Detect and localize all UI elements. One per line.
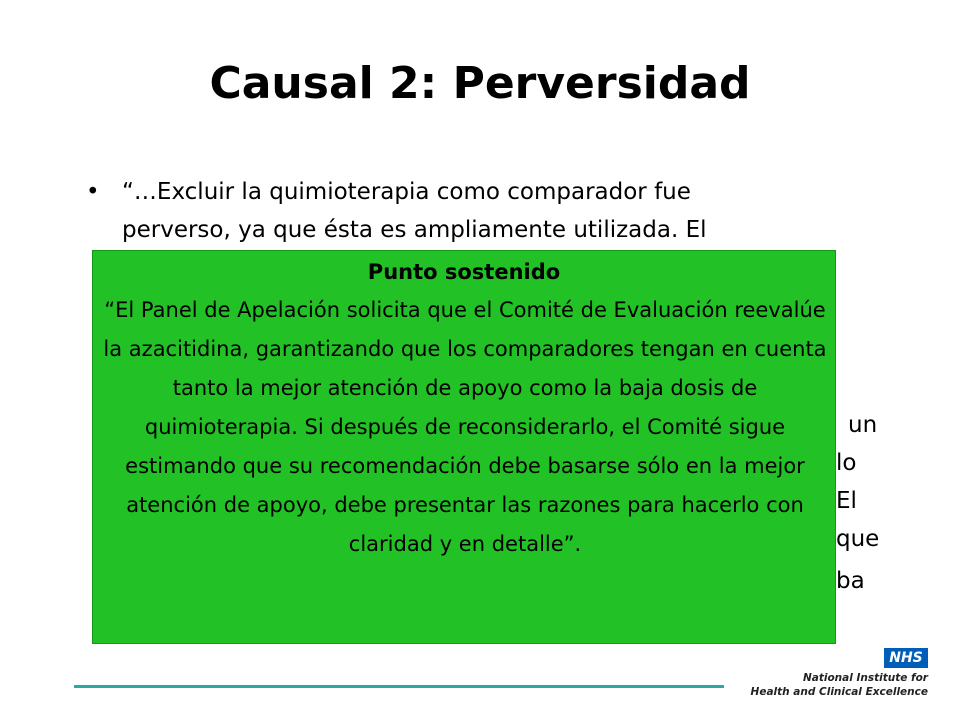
bullet-fragment: El (836, 488, 857, 514)
footer-divider (74, 685, 724, 688)
callout-box (92, 250, 836, 644)
bullet-dot: • (86, 179, 100, 205)
slide-title: Causal 2: Perversidad (209, 58, 751, 109)
callout-heading: Punto sostenido (367, 260, 561, 284)
logo-line-1: National Institute for (802, 672, 928, 684)
bullet-line-2: perverso, ya que ésta es ampliamente utilizada. El (122, 217, 707, 243)
bullet-fragment: ba (836, 568, 865, 594)
bullet-line-1: “…Excluir la quimioterapia como comparador fue (122, 179, 691, 205)
nice-logo (750, 648, 928, 708)
bullet-fragment: que (836, 526, 880, 552)
logo-line-2: Health and Clinical Excellence (750, 686, 928, 698)
bullet-text (122, 173, 912, 249)
bullet-fragment: un (848, 412, 878, 438)
callout-quote: “El Panel de Apelación solicita que el Comité de Evaluación reevalúe la azacitidina, garantizando que los comparadores tengan en cuenta tanto la mejor atención de apoyo como la baja dosis de quimioterapia. Si después de reconsiderarlo, el Comité sigue estimando que su recomendación debe basarse sólo en la mejor atención de apoyo, debe presentar las razones para hacerlo con claridad y en detalle”. (103, 298, 827, 556)
bullet-fragment: lo (836, 450, 857, 476)
nhs-badge: NHS (884, 648, 928, 668)
